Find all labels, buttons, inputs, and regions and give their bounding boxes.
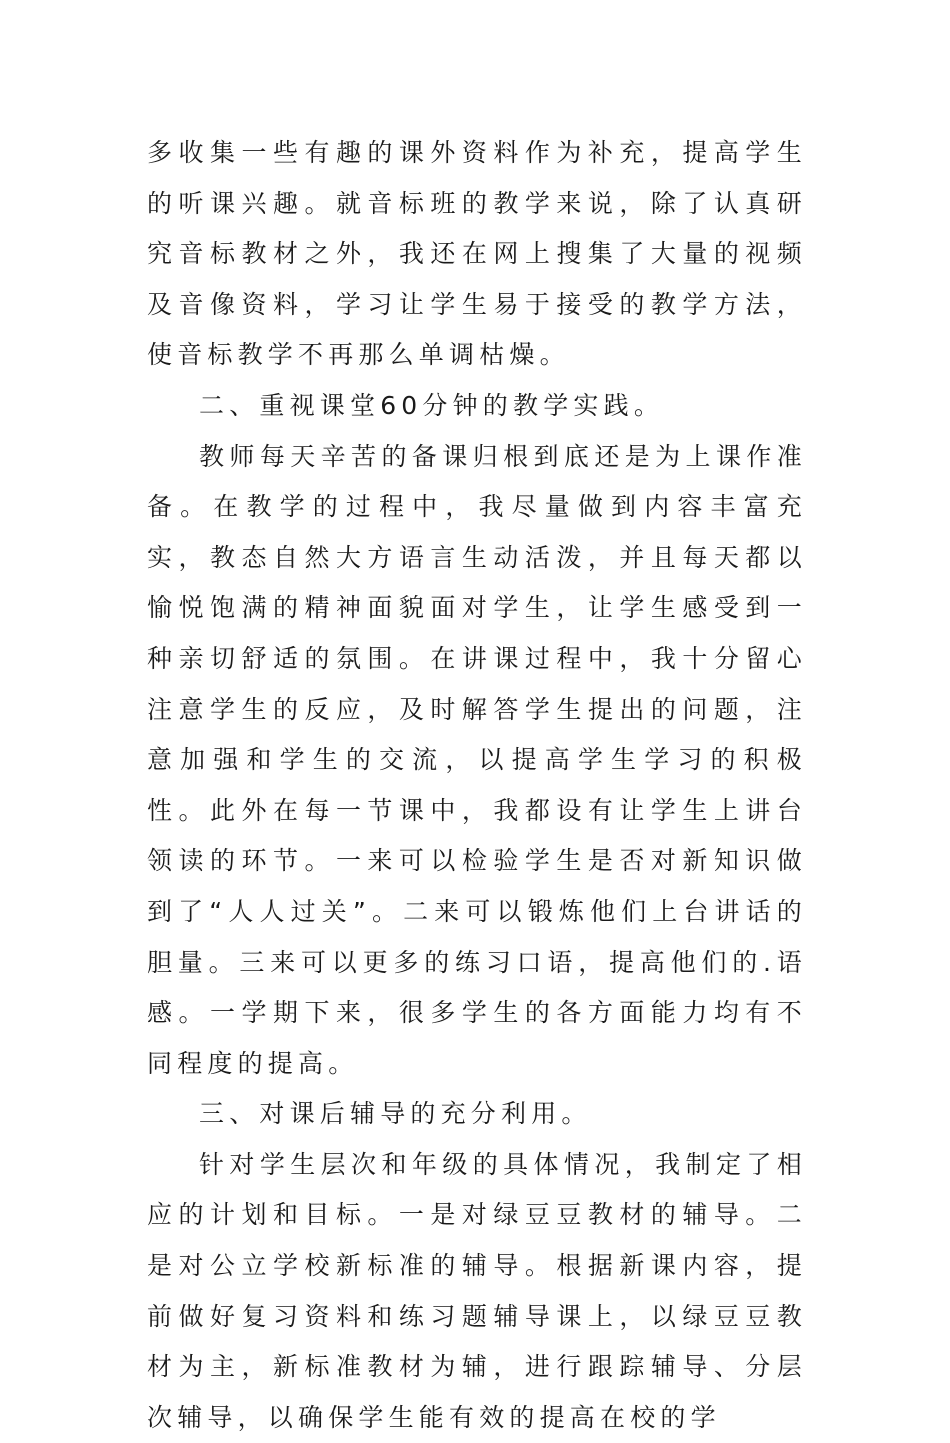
section-heading-2: 二、重视课堂60分钟的教学实践。 bbox=[199, 390, 665, 420]
document-body bbox=[147, 128, 807, 1443]
section-heading-3: 三、对课后辅导的充分利用。 bbox=[199, 1099, 592, 1129]
paragraph-classroom-practice: 教师每天辛苦的备课归根到底还是为上课作准备。在教学的过程中，我尽量做到内容丰富充实，教态自然大方语言生动活泼，并且每天都以愉悦饱满的精神面貌面对学生，让学生感受到一种亲切舒适的氛围。在讲课过程中，我十分留心注意学生的反应，及时解答学生提出的问题，注意加强和学生的交流，以提高学生学习的积极性。此外在每一节课中，我都设有让学生上讲台领读的环节。一来可以检验学生是否对新知识做到了“人人过关”。二来可以锻炼他们上台讲话的胆量。三来可以更多的练习口语，提高他们的.语感。一学期下来，很多学生的各方面能力均有不同程度的提高。 bbox=[147, 441, 807, 1078]
paragraph-continuation: 多收集一些有趣的课外资料作为补充，提高学生的听课兴趣。就音标班的教学来说，除了认真研究音标教材之外，我还在网上搜集了大量的视频及音像资料，学习让学生易于接受的教学方法，使音标教学不再那么单调枯燥。 bbox=[147, 138, 807, 370]
paragraph-after-class-tutoring: 针对学生层次和年级的具体情况，我制定了相应的计划和目标。一是对绿豆豆教材的辅导。二是对公立学校新标准的辅导。根据新课内容，提前做好复习资料和练习题辅导课上，以绿豆豆教材为主，新标准教材为辅，进行跟踪辅导、分层次辅导，以确保学生能有效的提高在校的学 bbox=[147, 1149, 807, 1432]
